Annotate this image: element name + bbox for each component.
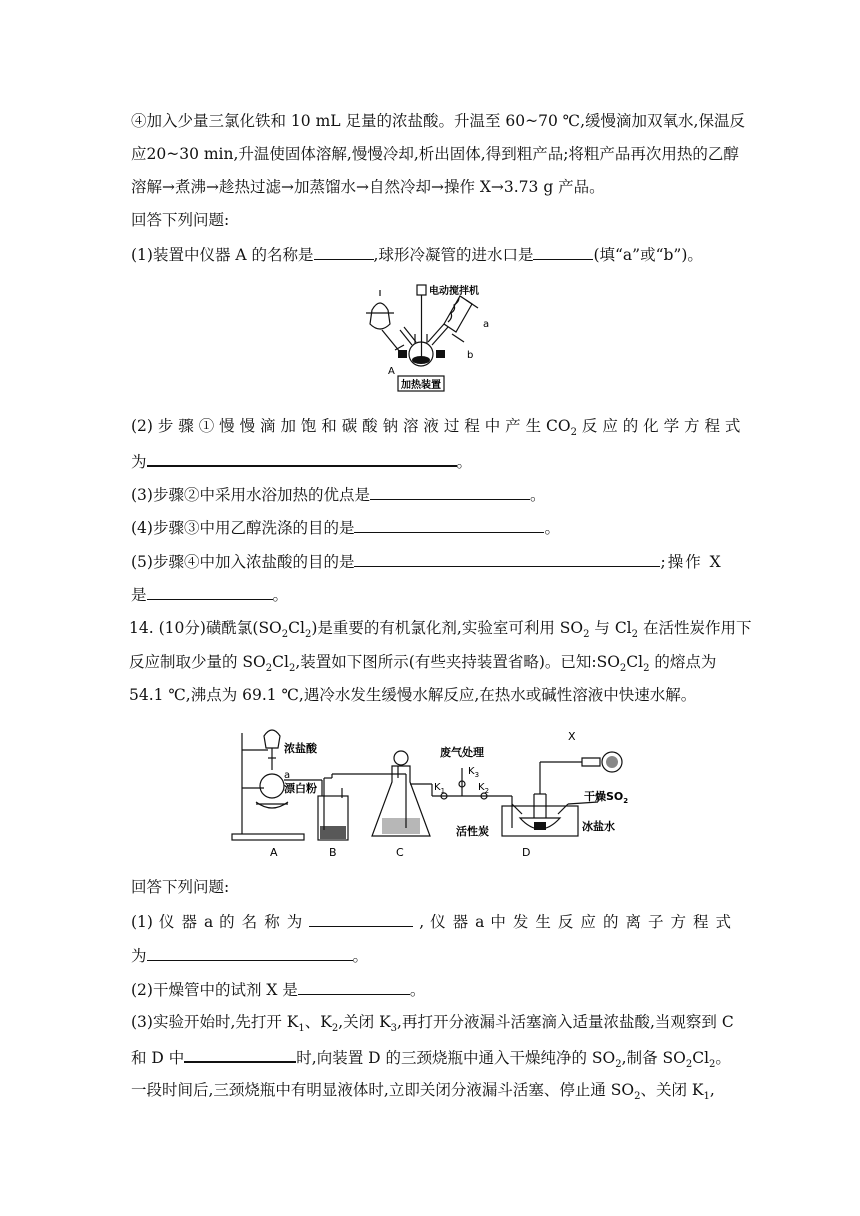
step4-line-1: ④加入少量三氯化铁和 10 mL 足量的浓盐酸。升温至 60~70 ℃,缓慢滴加双氧水,保温反 (131, 112, 745, 130)
q14-line1 (129, 618, 752, 641)
subscript: 1 (703, 1091, 710, 1103)
label-b: b (467, 350, 474, 361)
q14-text: ,装置如下图所示(有些夹持装置省略)。已知:SO (295, 653, 620, 671)
answer-blank[interactable] (147, 450, 457, 467)
q13-part5-line2 (131, 584, 731, 605)
label-B: B (329, 846, 337, 859)
q13-p1-text-a: (1)装置中仪器 A 的名称是 (131, 246, 314, 264)
q13-p1-text-b: ,球形冷凝管的进水口是 (373, 246, 534, 264)
label-a: a (483, 319, 490, 330)
answer-blank[interactable] (298, 979, 410, 995)
answer-blank[interactable] (184, 1046, 296, 1063)
q14-part1-line1 (131, 911, 731, 932)
q14-p3-text: ,制备 SO (621, 1049, 686, 1067)
punct: 。 (544, 519, 560, 537)
q14-part3-line2 (131, 1046, 731, 1071)
q14-p1-text-a: (1) 仪 器 a 的 名 称 为 (131, 913, 304, 931)
q14-line2 (129, 652, 729, 675)
label-A: A (270, 846, 278, 859)
q14-text: 在活性炭作用下 (638, 619, 752, 637)
q13-prompt: 回答下列问题: (131, 211, 230, 229)
ice-bath-d (502, 806, 578, 836)
dry-so2-text: 干燥SO (584, 790, 624, 803)
step4-line-3: 溶解→煮沸→趁热过滤→加蒸馏水→自然冷却→操作 X→3.73 g 产品。 (131, 178, 605, 196)
step4-line-2: 应20~30 min,升温使固体溶解,慢慢冷却,析出固体,得到粗产品;将粗产品再次用热的乙醇 (131, 145, 739, 163)
q14-text: )是重要的有机氯化剂,实验室可利用 SO (311, 619, 584, 637)
q14-part3-line3 (131, 1080, 731, 1103)
q14-p3-text: (3)实验开始时,先打开 K (131, 1013, 299, 1031)
punct: 。 (352, 947, 369, 965)
q14-text: 反应制取少量的 SO (129, 653, 266, 671)
label-ice-brine: 冰盐水 (582, 820, 615, 833)
label-a: a (284, 770, 291, 781)
answer-blank[interactable] (314, 244, 374, 260)
q14-p1-text-c: 为 (131, 947, 147, 965)
q13-p5-text-a: (5)步骤④中加入浓盐酸的目的是 (131, 553, 355, 571)
stirrer-motor (417, 285, 426, 295)
label-k3 (468, 766, 479, 779)
subscript: 2 (619, 663, 627, 675)
subscript: 2 (331, 1023, 339, 1035)
q13-part5-line1 (131, 551, 731, 572)
q14-p2-text: (2)干燥管中的试剂 X 是 (131, 981, 298, 999)
label-heater: 加热装置 (401, 380, 441, 391)
q13-p2-text-a: (2) 步 骤 ① 慢 慢 滴 加 饱 和 碳 酸 钠 溶 液 过 程 中 产 生 (131, 417, 542, 435)
answer-blank[interactable] (533, 244, 593, 260)
q14-part1-line2 (131, 945, 731, 966)
q14-text: Cl (272, 653, 289, 671)
q14-text: 与 Cl (589, 619, 632, 637)
k-sub: 1 (440, 787, 446, 795)
q14-p3-text: 、关闭 K (640, 1081, 704, 1099)
subscript: 2 (281, 629, 289, 641)
subscript: 2 (685, 1059, 693, 1071)
subscript: 2 (623, 797, 629, 805)
punct: 。 (409, 981, 426, 999)
q14-prompt: 回答下列问题: (131, 878, 230, 896)
subscript: 2 (570, 427, 577, 439)
subscript: 2 (615, 1059, 622, 1071)
q14-text: Cl (288, 619, 305, 637)
label-k1 (434, 782, 445, 795)
q14-line3: 54.1 ℃,沸点为 69.1 ℃,遇冷水发生缓慢水解反应,在热水或碱性溶液中快速水解。 (129, 686, 697, 704)
stirring-apparatus-diagram (360, 282, 510, 400)
q14-p3-text: 一段时间后,三颈烧瓶中有明显液体时,立即关闭分液漏斗活塞、停止通 SO (131, 1081, 635, 1099)
co2-formula (546, 417, 577, 439)
q13-part4 (131, 517, 731, 538)
k-sub: 2 (484, 787, 490, 795)
k-letter: K (468, 766, 475, 777)
subscript: 2 (709, 1059, 716, 1071)
answer-blank[interactable] (147, 945, 353, 961)
so2cl2-apparatus-diagram (222, 718, 642, 864)
q14-p3-text: 、K (304, 1013, 332, 1031)
punct: , (709, 1081, 715, 1099)
label-dry-so2 (584, 789, 628, 805)
q14-p3-text: ,再打开分液漏斗活塞滴入适量浓盐酸,当观察到 C (397, 1013, 734, 1031)
q13-part2-line2 (131, 450, 731, 472)
q13-part2-line1 (131, 416, 741, 439)
label-bleach: 漂白粉 (284, 782, 317, 795)
label-x: X (568, 730, 576, 743)
punct: 。 (529, 486, 546, 504)
subscript: 2 (583, 629, 590, 641)
subscript: 1 (298, 1023, 305, 1035)
q14-text: Cl (626, 653, 644, 671)
label-activated-carbon: 活性炭 (456, 825, 489, 838)
q14-p3-text: Cl (692, 1049, 710, 1067)
q13-p2-text-c: 为 (131, 453, 147, 471)
q14-p3-text: 和 D 中 (131, 1049, 185, 1067)
answer-blank[interactable] (354, 517, 544, 533)
answer-blank[interactable] (370, 484, 530, 500)
q13-p4-text: (4)步骤③中用乙醇洗涤的目的是 (131, 519, 355, 537)
subscript: 2 (643, 663, 650, 675)
answer-blank[interactable] (354, 551, 660, 567)
punct: 。 (456, 453, 473, 471)
co-text: CO (546, 417, 571, 435)
k-letter: K (478, 782, 485, 793)
q14-p3-text: 时,向装置 D 的三颈烧瓶中通入干燥纯净的 SO (296, 1049, 616, 1067)
subscript: 2 (634, 1091, 641, 1103)
label-waste-treatment: 废气处理 (440, 746, 484, 759)
dropping-funnel (264, 730, 280, 748)
k-sub: 3 (474, 771, 480, 779)
q14-p1-text-b: , 仪 器 a 中 发 生 反 应 的 离 子 方 程 式 (419, 913, 732, 931)
punct: 。 (715, 1049, 731, 1067)
label-conc-hcl: 浓盐酸 (284, 742, 317, 755)
q14-text: 14. (10分)磺酰氯(SO (129, 619, 282, 637)
dropping-funnel-A (370, 303, 390, 329)
k-letter: K (434, 782, 441, 793)
subscript: 2 (265, 663, 273, 675)
label-C: C (396, 846, 404, 859)
q13-p5-text-b: ;操作 X (660, 553, 723, 571)
q14-text: 的熔点为 (649, 653, 717, 671)
q14-part2 (131, 979, 731, 1000)
subscript: 2 (288, 663, 296, 675)
subscript: 3 (390, 1023, 398, 1035)
flask-a (260, 774, 284, 798)
q13-p1-text-c: (填“a”或“b”)。 (593, 246, 703, 264)
q13-p2-text-b: 反 应 的 化 学 方 程 式 (581, 417, 741, 435)
answer-blank[interactable] (147, 584, 273, 600)
label-D: D (522, 846, 531, 859)
q14-part3-line1 (131, 1012, 734, 1035)
q13-p3-text: (3)步骤②中采用水浴加热的优点是 (131, 486, 370, 504)
subscript: 2 (631, 629, 639, 641)
punct: 。 (272, 586, 289, 604)
q14-p3-text: ,关闭 K (338, 1013, 391, 1031)
q13-p5-text-c: 是 (131, 586, 147, 604)
q13-part3 (131, 484, 731, 505)
subscript: 2 (304, 629, 312, 641)
q13-part1 (131, 244, 731, 265)
label-A: A (388, 366, 395, 377)
answer-blank[interactable] (309, 911, 413, 927)
label-stirrer: 电动搅拌机 (429, 286, 479, 297)
